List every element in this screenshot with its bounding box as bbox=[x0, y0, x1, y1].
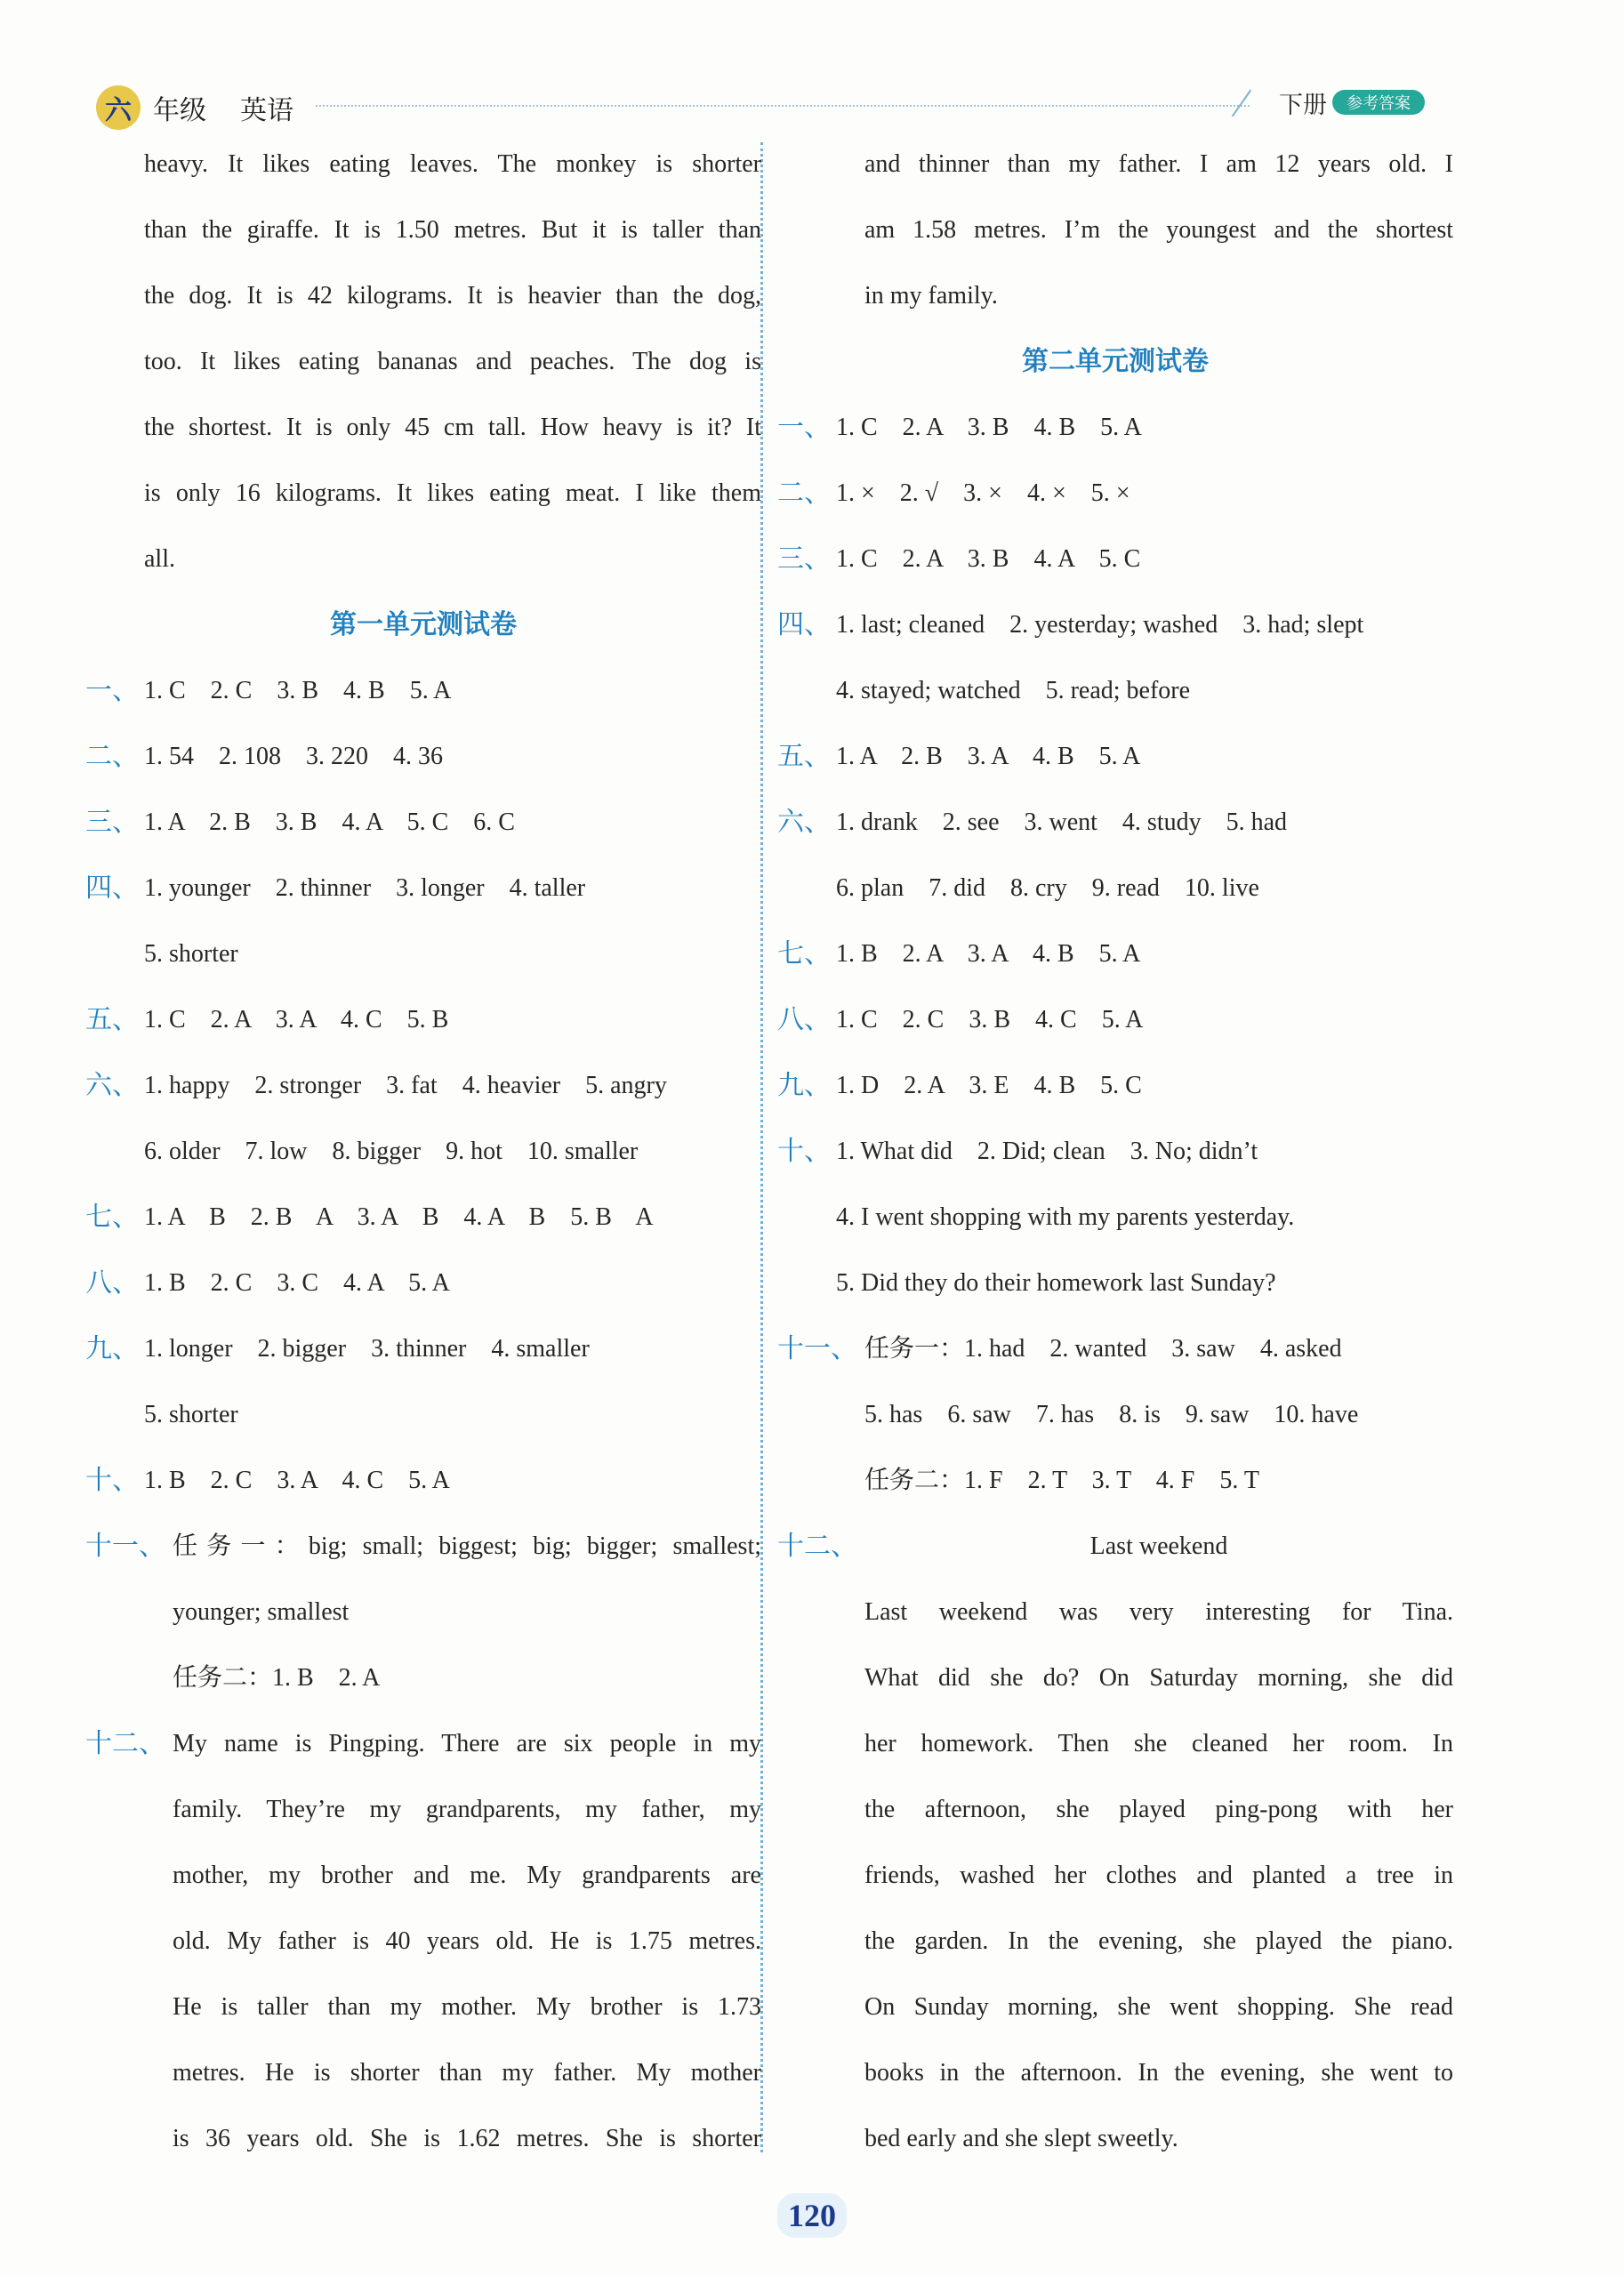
section-title: 第二单元测试卷 bbox=[1022, 347, 1209, 376]
text-line bbox=[777, 1645, 1453, 1711]
line-text: 1. A 2. B 3. A 4. B 5. A bbox=[836, 743, 1141, 770]
line-text: 1. A 2. B 3. B 4. A 5. C 6. C bbox=[144, 808, 515, 836]
line-text: Last weekend bbox=[1089, 1532, 1228, 1560]
line-text: 4. I went shopping with my parents yesterday. bbox=[836, 1203, 1295, 1231]
line-text: 5. shorter bbox=[144, 1401, 238, 1428]
page-number bbox=[0, 2193, 1624, 2238]
question-number: 三、 bbox=[777, 543, 831, 575]
text-line bbox=[85, 1382, 761, 1448]
text-line bbox=[85, 132, 761, 197]
volume-label: 下册 bbox=[1279, 92, 1327, 119]
question-number: 十一、 bbox=[85, 1531, 165, 1562]
answer-row bbox=[777, 987, 1453, 1053]
line-text: Last weekend was very interesting for Tina. bbox=[864, 1598, 1453, 1626]
line-text: 任务一：1. had 2. wanted 3. saw 4. asked bbox=[864, 1335, 1342, 1363]
line-text: all. bbox=[144, 545, 175, 573]
answer-row bbox=[777, 1316, 1453, 1382]
text-line bbox=[777, 1974, 1453, 2040]
answer-row bbox=[777, 1514, 1453, 1580]
line-text: 1. What did 2. Did; clean 3. No; didn’t bbox=[836, 1138, 1258, 1165]
answer-row bbox=[85, 1053, 761, 1119]
question-number: 十二、 bbox=[777, 1531, 857, 1562]
text-line bbox=[85, 1777, 761, 1843]
subject-label: 英语 bbox=[240, 95, 293, 126]
line-text: 任务二：1. F 2. T 3. T 4. F 5. T bbox=[864, 1467, 1259, 1494]
answer-row bbox=[777, 395, 1453, 461]
question-number: 四、 bbox=[777, 609, 831, 640]
text-line bbox=[85, 461, 761, 527]
question-number: 六、 bbox=[777, 807, 831, 838]
question-number: 十二、 bbox=[85, 1728, 165, 1759]
grade-label: 年级 bbox=[153, 95, 206, 126]
text-line bbox=[777, 197, 1453, 263]
line-text: What did she do? On Saturday morning, she did bbox=[864, 1664, 1453, 1692]
text-line bbox=[85, 1580, 761, 1645]
text-line bbox=[777, 1580, 1453, 1645]
text-line bbox=[777, 658, 1453, 724]
line-text: than the giraffe. It is 1.50 metres. But it is taller than bbox=[144, 216, 761, 244]
line-text: in my family. bbox=[864, 282, 998, 310]
line-text: old. My father is 40 years old. He is 1.75 metres. bbox=[173, 1927, 761, 1955]
question-number: 八、 bbox=[85, 1267, 139, 1299]
text-line bbox=[777, 1382, 1453, 1448]
text-line bbox=[85, 2040, 761, 2106]
answer-row bbox=[777, 461, 1453, 527]
line-text: My name is Pingping. There are six people in my bbox=[173, 1730, 761, 1757]
text-line bbox=[85, 1119, 761, 1185]
question-number: 八、 bbox=[777, 1004, 831, 1035]
text-line bbox=[777, 1185, 1453, 1251]
answer-row bbox=[777, 1119, 1453, 1185]
text-line bbox=[85, 263, 761, 329]
text-line bbox=[85, 395, 761, 461]
answer-row bbox=[85, 856, 761, 921]
line-text: 1. B 2. C 3. A 4. C 5. A bbox=[144, 1467, 450, 1494]
question-number: 二、 bbox=[85, 741, 139, 772]
text-line bbox=[777, 1909, 1453, 1974]
line-text: her homework. Then she cleaned her room. In bbox=[864, 1730, 1453, 1757]
answer-row bbox=[85, 1316, 761, 1382]
line-text: 6. plan 7. did 8. cry 9. read 10. live bbox=[836, 874, 1259, 902]
grade-badge: 六 bbox=[96, 85, 141, 130]
line-text: 5. shorter bbox=[144, 940, 238, 968]
text-line bbox=[777, 2040, 1453, 2106]
line-text: heavy. It likes eating leaves. The monkey is shorter bbox=[144, 150, 761, 178]
line-text: younger; smallest bbox=[173, 1598, 350, 1626]
answer-row bbox=[85, 987, 761, 1053]
question-number: 二、 bbox=[777, 478, 831, 509]
text-line bbox=[777, 263, 1453, 329]
text-line bbox=[85, 197, 761, 263]
page-header bbox=[0, 0, 1624, 142]
line-text: mother, my brother and me. My grandparents are bbox=[173, 1862, 761, 1889]
answer-row bbox=[777, 724, 1453, 790]
line-text: am 1.58 metres. I’m the youngest and the shortest bbox=[864, 216, 1453, 244]
line-text: is only 16 kilograms. It likes eating meat. I like them bbox=[144, 479, 761, 507]
answer-row bbox=[85, 790, 761, 856]
line-text: friends, washed her clothes and planted a tree in bbox=[864, 1862, 1453, 1889]
line-text: 任务二：1. B 2. A bbox=[173, 1664, 381, 1692]
line-text: 1. happy 2. stronger 3. fat 4. heavier 5. angry bbox=[144, 1072, 667, 1099]
line-text: 1. C 2. C 3. B 4. B 5. A bbox=[144, 677, 452, 704]
line-text: 1. longer 2. bigger 3. thinner 4. smaller bbox=[144, 1335, 590, 1363]
question-number: 五、 bbox=[777, 741, 831, 772]
line-text: 1. C 2. A 3. B 4. B 5. A bbox=[836, 414, 1142, 441]
line-text: metres. He is shorter than my father. My mother bbox=[173, 2059, 761, 2087]
text-line bbox=[85, 921, 761, 987]
line-text: and thinner than my father. I am 12 years old. I bbox=[864, 150, 1453, 178]
question-number: 十、 bbox=[777, 1136, 831, 1167]
line-text: bed early and she slept sweetly. bbox=[864, 2125, 1178, 2152]
question-number: 九、 bbox=[777, 1070, 831, 1101]
question-number: 三、 bbox=[85, 807, 139, 838]
line-text: On Sunday morning, she went shopping. She read bbox=[864, 1993, 1453, 2021]
section-title: 第一单元测试卷 bbox=[330, 610, 517, 639]
left-column bbox=[85, 132, 761, 2172]
question-number: 五、 bbox=[85, 1004, 139, 1035]
line-text: 1. drank 2. see 3. went 4. study 5. had bbox=[836, 808, 1288, 836]
header-dotted-rule bbox=[316, 105, 1250, 107]
line-text: 1. last; cleaned 2. yesterday; washed 3. had; slept bbox=[836, 611, 1364, 639]
line-text: 1. × 2. √ 3. × 4. × 5. × bbox=[836, 479, 1130, 507]
line-text: 1. A B 2. B A 3. A B 4. A B 5. B A bbox=[144, 1203, 654, 1231]
header-slash-decoration bbox=[1232, 90, 1251, 117]
question-number: 七、 bbox=[85, 1202, 139, 1233]
answer-key-tag: 参考答案 bbox=[1332, 90, 1425, 115]
line-text: books in the afternoon. In the evening, she went to bbox=[864, 2059, 1453, 2087]
answer-row bbox=[777, 921, 1453, 987]
answer-row bbox=[777, 592, 1453, 658]
line-text: 任务一：big; small; biggest; big; bigger; smallest; bbox=[173, 1532, 761, 1560]
question-number: 十一、 bbox=[777, 1333, 857, 1364]
line-text: the afternoon, she played ping-pong with her bbox=[864, 1796, 1453, 1823]
answer-row bbox=[85, 658, 761, 724]
line-text: 1. 54 2. 108 3. 220 4. 36 bbox=[144, 743, 443, 770]
text-line bbox=[777, 132, 1453, 197]
right-column bbox=[777, 132, 1453, 2172]
line-text: 5. Did they do their homework last Sunday? bbox=[836, 1269, 1276, 1297]
line-text: 1. B 2. C 3. C 4. A 5. A bbox=[144, 1269, 450, 1297]
answer-row bbox=[85, 1711, 761, 1777]
question-number: 六、 bbox=[85, 1070, 139, 1101]
answer-row bbox=[85, 724, 761, 790]
text-line bbox=[85, 1843, 761, 1909]
text-line bbox=[85, 1645, 761, 1711]
line-text: too. It likes eating bananas and peaches. The dog is bbox=[144, 348, 761, 375]
text-line bbox=[777, 1251, 1453, 1316]
line-text: the dog. It is 42 kilograms. It is heavier than the dog, bbox=[144, 282, 761, 310]
answer-row bbox=[777, 527, 1453, 592]
question-number: 一、 bbox=[85, 675, 139, 706]
line-text: 1. younger 2. thinner 3. longer 4. taller bbox=[144, 874, 586, 902]
line-text: 4. stayed; watched 5. read; before bbox=[836, 677, 1191, 704]
text-line bbox=[777, 1777, 1453, 1843]
line-text: 1. C 2. A 3. B 4. A 5. C bbox=[836, 545, 1141, 573]
text-line bbox=[777, 1711, 1453, 1777]
line-text: the garden. In the evening, she played the piano. bbox=[864, 1927, 1453, 1955]
answer-row bbox=[777, 790, 1453, 856]
answer-row bbox=[85, 1514, 761, 1580]
text-line bbox=[85, 329, 761, 395]
text-line bbox=[777, 1448, 1453, 1514]
line-text: is 36 years old. She is 1.62 metres. She is shorter bbox=[173, 2125, 761, 2152]
question-number: 七、 bbox=[777, 938, 831, 969]
line-text: 1. C 2. C 3. B 4. C 5. A bbox=[836, 1006, 1144, 1033]
text-line bbox=[85, 1974, 761, 2040]
text-line bbox=[85, 1909, 761, 1974]
text-line bbox=[777, 2106, 1453, 2172]
page-number-text: 120 bbox=[777, 2193, 847, 2238]
line-text: 1. C 2. A 3. A 4. C 5. B bbox=[144, 1006, 449, 1033]
question-number: 一、 bbox=[777, 412, 831, 443]
line-text: 5. has 6. saw 7. has 8. is 9. saw 10. have bbox=[864, 1401, 1359, 1428]
question-number: 四、 bbox=[85, 873, 139, 904]
text-line bbox=[777, 1843, 1453, 1909]
text-line bbox=[85, 527, 761, 592]
text-line bbox=[85, 2106, 761, 2172]
line-text: the shortest. It is only 45 cm tall. How heavy is it? It bbox=[144, 414, 761, 441]
answer-row bbox=[85, 1251, 761, 1316]
text-line bbox=[777, 856, 1453, 921]
line-text: family. They’re my grandparents, my father, my bbox=[173, 1796, 761, 1823]
line-text: He is taller than my mother. My brother is 1.73 bbox=[173, 1993, 761, 2021]
question-number: 九、 bbox=[85, 1333, 139, 1364]
question-number: 十、 bbox=[85, 1465, 139, 1496]
answer-row bbox=[85, 1448, 761, 1514]
answer-row bbox=[777, 1053, 1453, 1119]
line-text: 1. D 2. A 3. E 4. B 5. C bbox=[836, 1072, 1142, 1099]
line-text: 1. B 2. A 3. A 4. B 5. A bbox=[836, 940, 1141, 968]
answer-row bbox=[85, 1185, 761, 1251]
line-text: 6. older 7. low 8. bigger 9. hot 10. smaller bbox=[144, 1138, 639, 1165]
